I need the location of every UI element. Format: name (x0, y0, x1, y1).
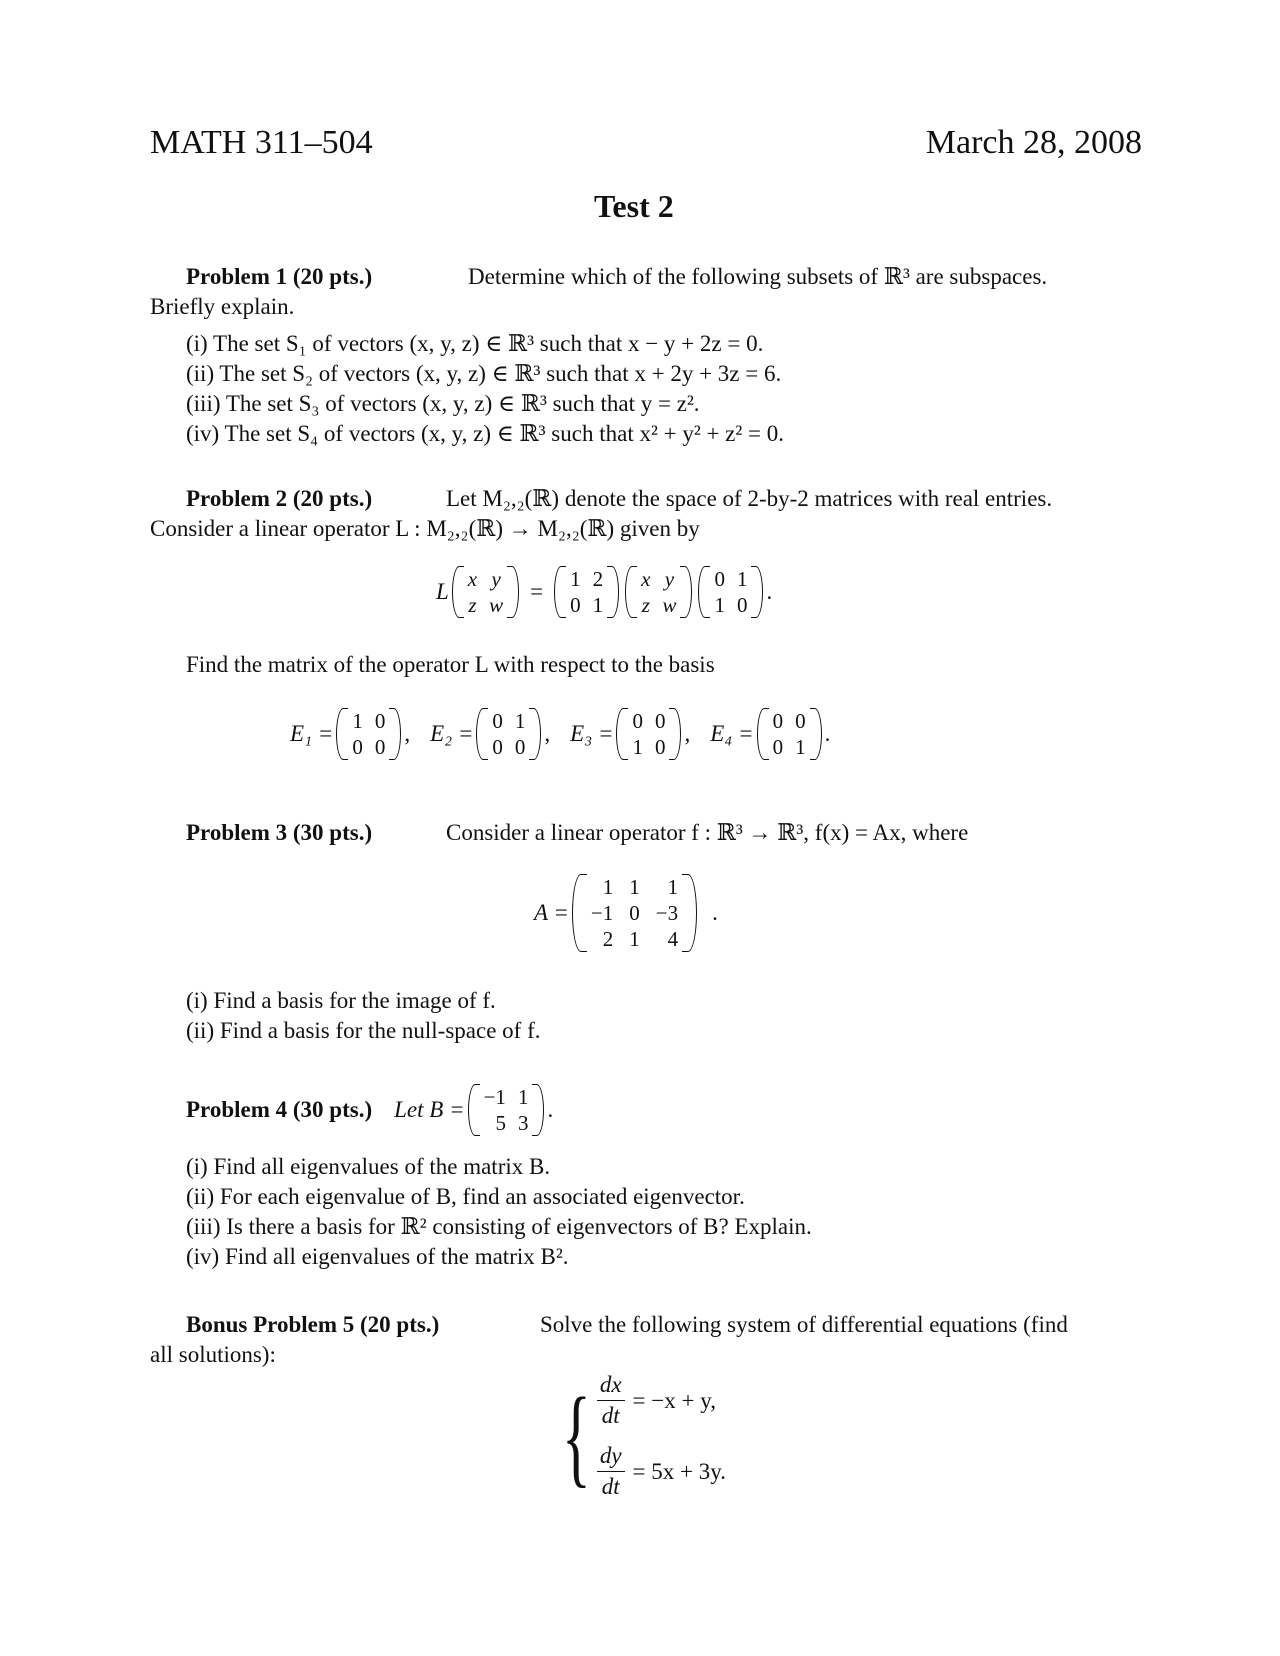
matrix-cell: 0 (514, 735, 526, 759)
matrix-right (698, 566, 763, 618)
operator-symbol: L (436, 579, 449, 604)
problem-1-label: Problem 1 (20 pts.) (186, 264, 373, 289)
matrix-cell: 0 (795, 709, 806, 733)
matrix-cell: 0 (374, 735, 386, 759)
matrix-cell: 1 (602, 875, 614, 899)
basis-e3-label: E₃ = (570, 721, 614, 746)
matrix-cell: −1 (483, 1085, 506, 1109)
matrix-cell: 0 (772, 735, 784, 759)
problem-4-heading: Problem 4 (30 pts.) Let B = −1 1 5 3 . (186, 1085, 554, 1135)
matrix-cell: 0 (632, 709, 643, 733)
problem-2-label: Problem 2 (20 pts.) (186, 486, 373, 511)
basis-e1: E₁ = 1 0 0 0 , (290, 709, 411, 759)
matrix-cell: −1 (590, 901, 614, 925)
problem-5-label: Bonus Problem 5 (20 pts.) (186, 1312, 440, 1337)
basis-e4-label: E₄ = (710, 721, 754, 746)
matrix-cell: 0 (570, 593, 581, 617)
ode-1-denominator: dt (601, 1403, 620, 1428)
basis-matrices (290, 708, 830, 760)
ode-1-rhs: = −x + y, (632, 1387, 716, 1413)
ode-2-numerator: dy (597, 1441, 625, 1472)
matrix-cell: −3 (655, 901, 679, 925)
left-brace-icon: { (561, 1375, 591, 1497)
problem-3-label: Problem 3 (30 pts.) (186, 820, 373, 845)
problem-5-intro-cont: all solutions): (150, 1342, 276, 1367)
problem-4-item-4: (iv) Find all eigenvalues of the matrix B². (186, 1244, 569, 1269)
equals-sign: = (530, 579, 544, 604)
problem-3-item-2: (ii) Find a basis for the null-space of f. (186, 1018, 541, 1043)
problem-3-item-1: (i) Find a basis for the image of f. (186, 988, 496, 1013)
ode-2-rhs: = 5x + 3y. (632, 1458, 726, 1484)
matrix-cell: 0 (654, 735, 666, 759)
ode-equation-2 (597, 1441, 726, 1502)
problem-1-intro: Determine which of the following subsets of ℝ³ are subspaces. (468, 264, 1048, 289)
matrix-a-lhs: A = (534, 900, 569, 925)
matrix-cell: 1 (629, 875, 640, 899)
matrix-xyzw (452, 566, 519, 618)
matrix-cell: 1 (736, 567, 748, 591)
problem-1-heading (186, 264, 372, 290)
basis-e2-label: E₂ = (430, 721, 474, 746)
problem-1-item-1: (i) The set S₁ of vectors (x, y, z) ∈ ℝ³ such that x − y + 2z = 0. (186, 331, 764, 356)
problem-4-intro: Let B = (394, 1097, 465, 1122)
matrix-xyzw-2 (625, 566, 692, 618)
matrix-cell: y (491, 567, 501, 591)
matrix-cell: 0 (492, 709, 503, 733)
problem-2-intro: Let M₂,₂(ℝ) denote the space of 2-by-2 matrices with real entries. (446, 486, 1053, 511)
matrix-cell: 4 (667, 927, 679, 951)
matrix-cell: 3 (517, 1111, 529, 1135)
problem-5-intro: Solve the following system of differential equations (find (540, 1312, 1068, 1337)
page-title: Test 2 (594, 188, 674, 224)
ode-1-numerator: dx (597, 1370, 625, 1401)
matrix-cell: z (641, 593, 650, 617)
matrix-cell: 0 (352, 735, 363, 759)
problem-4-item-2: (ii) For each eigenvalue of B, find an associated eigenvector. (186, 1184, 745, 1209)
problem-3-intro: Consider a linear operator f : ℝ³ → ℝ³, f(x) = Ax, where (446, 820, 969, 845)
matrix-cell: w (662, 593, 677, 617)
basis-e4: E₄ = 0 0 0 1 . (710, 709, 831, 759)
operator-definition: L x y z w = 1 2 0 1 x y z w 0 1 1 0 . (436, 567, 773, 617)
matrix-cell: 5 (495, 1111, 506, 1135)
basis-e2: E₂ = 0 1 0 0 , (430, 709, 551, 759)
matrix-cell: 0 (772, 709, 784, 733)
matrix-b (468, 1084, 545, 1136)
ode-2-denominator: dt (601, 1474, 620, 1499)
matrix-cell: 1 (632, 735, 643, 759)
matrix-cell: 2 (592, 567, 604, 591)
matrix-cell: 1 (667, 875, 679, 899)
problem-4-item-1: (i) Find all eigenvalues of the matrix B. (186, 1154, 551, 1179)
matrix-cell: 1 (795, 735, 806, 759)
matrix-cell: x (467, 567, 478, 591)
problem-1-intro-cont: Briefly explain. (150, 294, 295, 319)
matrix-cell: 0 (736, 593, 748, 617)
matrix-cell: 0 (374, 709, 386, 733)
matrix-cell: 1 (570, 567, 581, 591)
problem-1-item-2: (ii) The set S₂ of vectors (x, y, z) ∈ ℝ³ such that x + 2y + 3z = 6. (186, 361, 782, 386)
matrix-cell: 0 (492, 735, 503, 759)
matrix-cell: 2 (602, 927, 614, 951)
ode-equation-1 (597, 1370, 726, 1431)
matrix-cell: 0 (654, 709, 666, 733)
problem-4-item-3: (iii) Is there a basis for ℝ² consisting of eigenvectors of B? Explain. (186, 1214, 812, 1239)
matrix-cell: 1 (592, 593, 604, 617)
matrix-left (554, 566, 619, 618)
matrix-cell: z (468, 593, 477, 617)
matrix-cell: 1 (352, 709, 363, 733)
matrix-cell: 0 (629, 901, 640, 925)
problem-2-intro-cont: Consider a linear operator L : M₂,₂(ℝ) → M₂,₂(ℝ) given by (150, 516, 700, 541)
test-date: March 28, 2008 (925, 124, 1142, 161)
problem-2-find: Find the matrix of the operator L with respect to the basis (186, 652, 715, 677)
course-code: MATH 311–504 (150, 124, 373, 161)
problem-1-item-4: (iv) The set S₄ of vectors (x, y, z) ∈ ℝ³ such that x² + y² + z² = 0. (186, 421, 785, 446)
matrix-cell: 1 (629, 927, 640, 951)
basis-e3: E₃ = 0 0 1 0 , (570, 709, 691, 759)
problem-1-item-3: (iii) The set S₃ of vectors (x, y, z) ∈ ℝ³ such that y = z². (186, 391, 700, 416)
ode-system (550, 1370, 726, 1502)
matrix-cell: y (664, 567, 675, 591)
matrix-cell: 1 (514, 709, 526, 733)
matrix-cell: 1 (517, 1085, 529, 1109)
matrix-cell: 0 (714, 567, 725, 591)
problem-4-label: Problem 4 (30 pts.) (186, 1097, 373, 1122)
matrix-cell: w (489, 593, 504, 617)
matrix-cell: 1 (714, 593, 725, 617)
matrix-cell: x (641, 567, 651, 591)
basis-e1-label: E₁ = (290, 721, 334, 746)
matrix-a (572, 874, 697, 952)
matrix-a-equation: A = 1 1 1 −1 0 −3 2 1 4 . (534, 875, 718, 951)
